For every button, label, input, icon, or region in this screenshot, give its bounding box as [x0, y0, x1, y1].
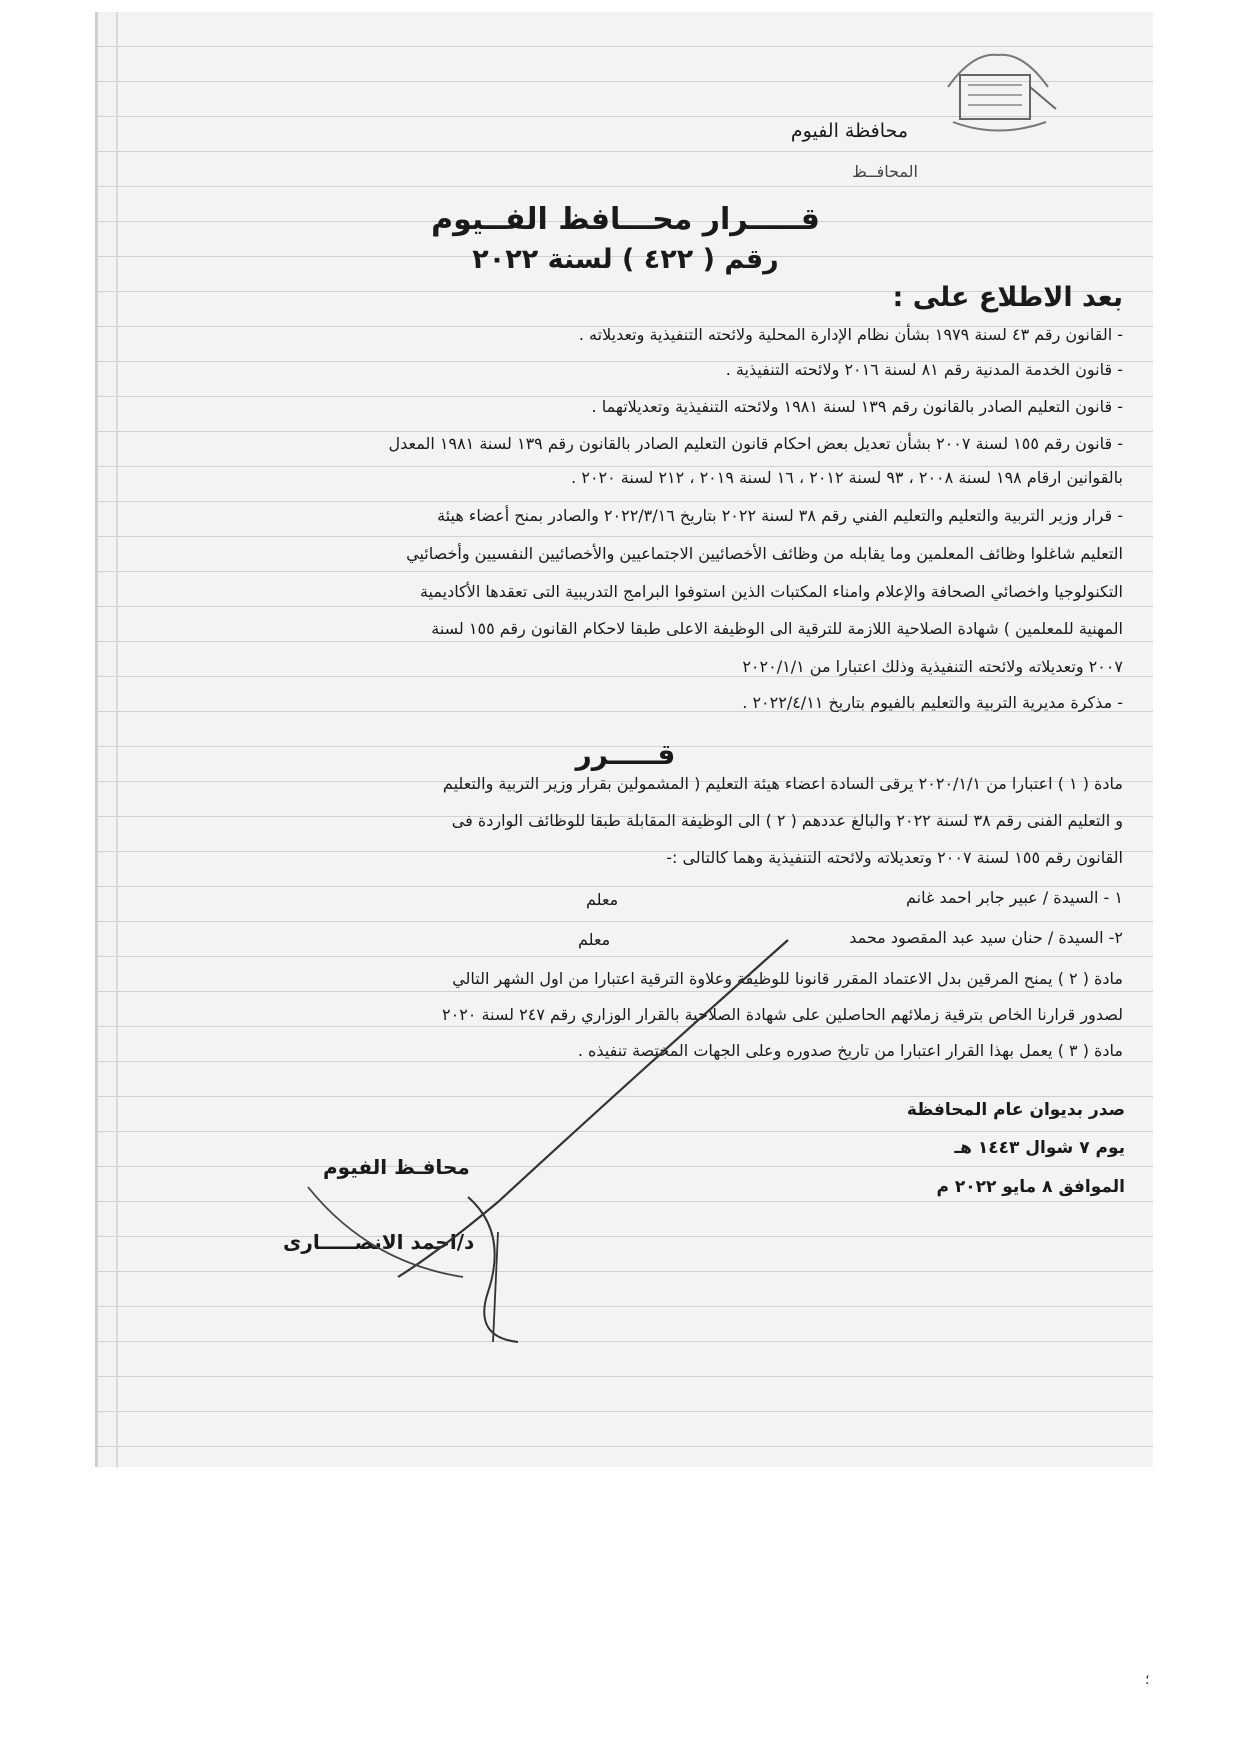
article-2-line: مادة ( ٢ ) يمنح المرقين بدل الاعتماد المقرر قانونا للوظيفة وعلاوة الترقية اعتبارا من اول الشهر التالي [452, 969, 1123, 988]
preamble-line: المهنية للمعلمين ) شهادة الصلاحية اللازمة للترقية الى الوظيفة الاعلى طبقا لاحكام القانون رقم ١٥٥ لسنة [431, 619, 1123, 638]
handwritten-signature-icon [248, 932, 808, 1352]
preamble-line: - قانون الخدمة المدنية رقم ٨١ لسنة ٢٠١٦ ولائحته التنفيذية . [725, 360, 1123, 379]
decision-title: قـــــرار محـــافظ الفــيوم [431, 202, 820, 237]
issuance-place: صدر بديوان عام المحافظة [906, 1100, 1125, 1120]
preamble-line: - مذكرة مديرية التربية والتعليم بالفيوم بتاريخ ٢٠٢٢/٤/١١ . [742, 693, 1123, 712]
article-2-line: لصدور قرارنا الخاص بترقية زملائهم الحاصلين على شهادة الصلاحية بالقرار الوزاري رقم ٢٤٧ لسنة ٢٠٢٠ [442, 1005, 1123, 1024]
signatory-name: د/احمد الانصـــــارى [283, 1230, 475, 1254]
issuance-hijri-date: يوم ٧ شوال ١٤٤٣ هـ [954, 1138, 1125, 1158]
governorate-name: محافظة الفيوم [790, 120, 908, 142]
governorate-emblem-icon [938, 47, 1058, 137]
page-marker: ؛ [1145, 1672, 1150, 1688]
issuance-gregorian-date: الموافق ٨ مايو ٢٠٢٢ م [936, 1177, 1125, 1197]
preamble-line: - قانون رقم ١٥٥ لسنة ٢٠٠٧ بشأن تعديل بعض احكام قانون التعليم الصادر بالقانون رقم ١٣٩ لسنة ١٩٨١ المعدل [388, 434, 1123, 453]
article-1-line: مادة ( ١ ) اعتبارا من ٢٠٢٠/١/١ يرقى السادة اعضاء هيئة التعليم ( المشمولين بقرار وزير التربية والتعليم [442, 774, 1123, 793]
article-1-line: القانون رقم ١٥٥ لسنة ٢٠٠٧ وتعديلاته ولائحته التنفيذية وهما كالتالى :- [666, 848, 1123, 867]
preamble-line: بالقوانين ارقام ١٩٨ لسنة ٢٠٠٨ ، ٩٣ لسنة ٢٠١٢ ، ١٦ لسنة ٢٠١٩ ، ٢١٢ لسنة ٢٠٢٠ . [571, 468, 1123, 487]
article-1-line: و التعليم الفنى رقم ٣٨ لسنة ٢٠٢٢ والبالغ عددهم ( ٢ ) الى الوظيفة المقابلة طبقا للوظائف الواردة فى [451, 811, 1123, 830]
decision-heading: قـــــرر [575, 738, 676, 771]
signatory-title: محافـظ الفيوم [323, 1155, 470, 1179]
preamble-heading: بعد الاطلاع على : [892, 282, 1123, 313]
preamble-line: التعليم شاغلوا وظائف المعلمين وما يقابله من وظائف الأخصائيين الاجتماعيين والأخصائيين النفسيين وأخصائيي [406, 544, 1123, 563]
person-role: معلم [586, 890, 619, 909]
preamble-line: التكنولوجيا واخصائي الصحافة والإعلام وامناء المكتبات الذين استوفوا البرامج التدريبية التى تعقدها الأكاديمية [419, 582, 1123, 601]
preamble-line: - القانون رقم ٤٣ لسنة ١٩٧٩ بشأن نظام الإدارة المحلية ولائحته التنفيذية وتعديلاته . [578, 325, 1123, 344]
decision-number: رقم ( ٤٢٢ ) لسنة ٢٠٢٢ [472, 244, 779, 275]
scanned-document [95, 12, 1153, 1467]
preamble-line: - قرار وزير التربية والتعليم والتعليم الفني رقم ٣٨ لسنة ٢٠٢٢ بتاريخ ٢٠٢٢/٣/١٦ والصادر بمنح أعضاء هيئة [437, 506, 1123, 525]
preamble-line: ٢٠٠٧ وتعديلاته ولائحته التنفيذية وذلك اعتبارا من ٢٠٢٠/١/١ [742, 657, 1123, 676]
article-3-line: مادة ( ٣ ) يعمل بهذا القرار اعتبارا من تاريخ صدوره وعلى الجهات المختصة تنفيذه . [577, 1041, 1123, 1060]
preamble-line: - قانون التعليم الصادر بالقانون رقم ١٣٩ لسنة ١٩٨١ ولائحته التنفيذية وتعديلاتهما . [591, 397, 1123, 416]
person-name: ١ - السيدة / عبير جابر احمد غانم [906, 888, 1123, 907]
person-name: ٢- السيدة / حنان سيد عبد المقصود محمد [849, 928, 1123, 947]
office-label: المحافــظ [852, 162, 918, 181]
person-role: معلم [578, 930, 611, 949]
